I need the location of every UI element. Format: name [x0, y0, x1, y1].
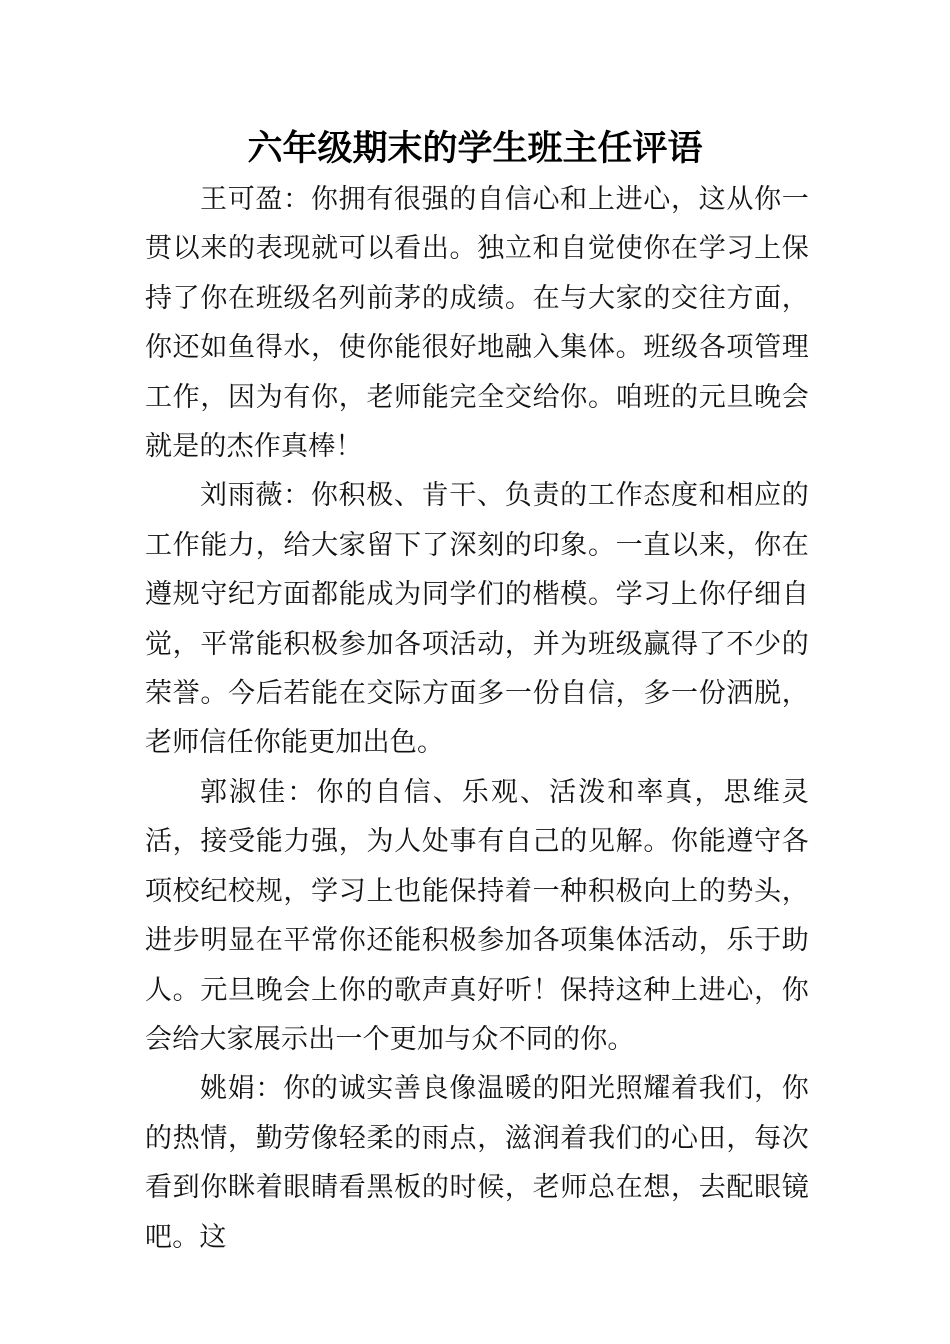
- document-title: 六年级期末的学生班主任评语: [247, 129, 703, 169]
- comment-paragraph: 郭淑佳：你的自信、乐观、活泼和率真，思维灵活，接受能力强，为人处事有自己的见解。你能遵守各项校纪校规，学习上也能保持着一种积极向上的势头，进步明显在平常你还能积极参加各项集体活动，乐于助人。元旦晚会上你的歌声真好听！保持这种上进心，你会给大家展示出一个更加与众不同的你。: [145, 776, 809, 1055]
- comment-paragraph: 王可盈：你拥有很强的自信心和上进心，这从你一贯以来的表现就可以看出。独立和自觉使你在学习上保持了你在班级名列前茅的成绩。在与大家的交往方面，你还如鱼得水，使你能很好地融入集体。班级各项管理工作，因为有你，老师能完全交给你。咱班的元旦晚会就是的杰作真棒！: [145, 184, 809, 463]
- comment-paragraph: 姚娟：你的诚实善良像温暖的阳光照耀着我们，你的热情，勤劳像轻柔的雨点，滋润着我们的心田，每次看到你眯着眼睛看黑板的时候，老师总在想，去配眼镜吧。这: [145, 1073, 809, 1253]
- document-body: [145, 175, 809, 1262]
- comment-paragraph: 刘雨薇：你积极、肯干、负责的工作态度和相应的工作能力，给大家留下了深刻的印象。一直以来，你在遵规守纪方面都能成为同学们的楷模。学习上你仔细自觉，平常能积极参加各项活动，并为班级赢得了不少的荣誉。今后若能在交际方面多一份自信，多一份洒脱，老师信任你能更加出色。: [145, 480, 809, 759]
